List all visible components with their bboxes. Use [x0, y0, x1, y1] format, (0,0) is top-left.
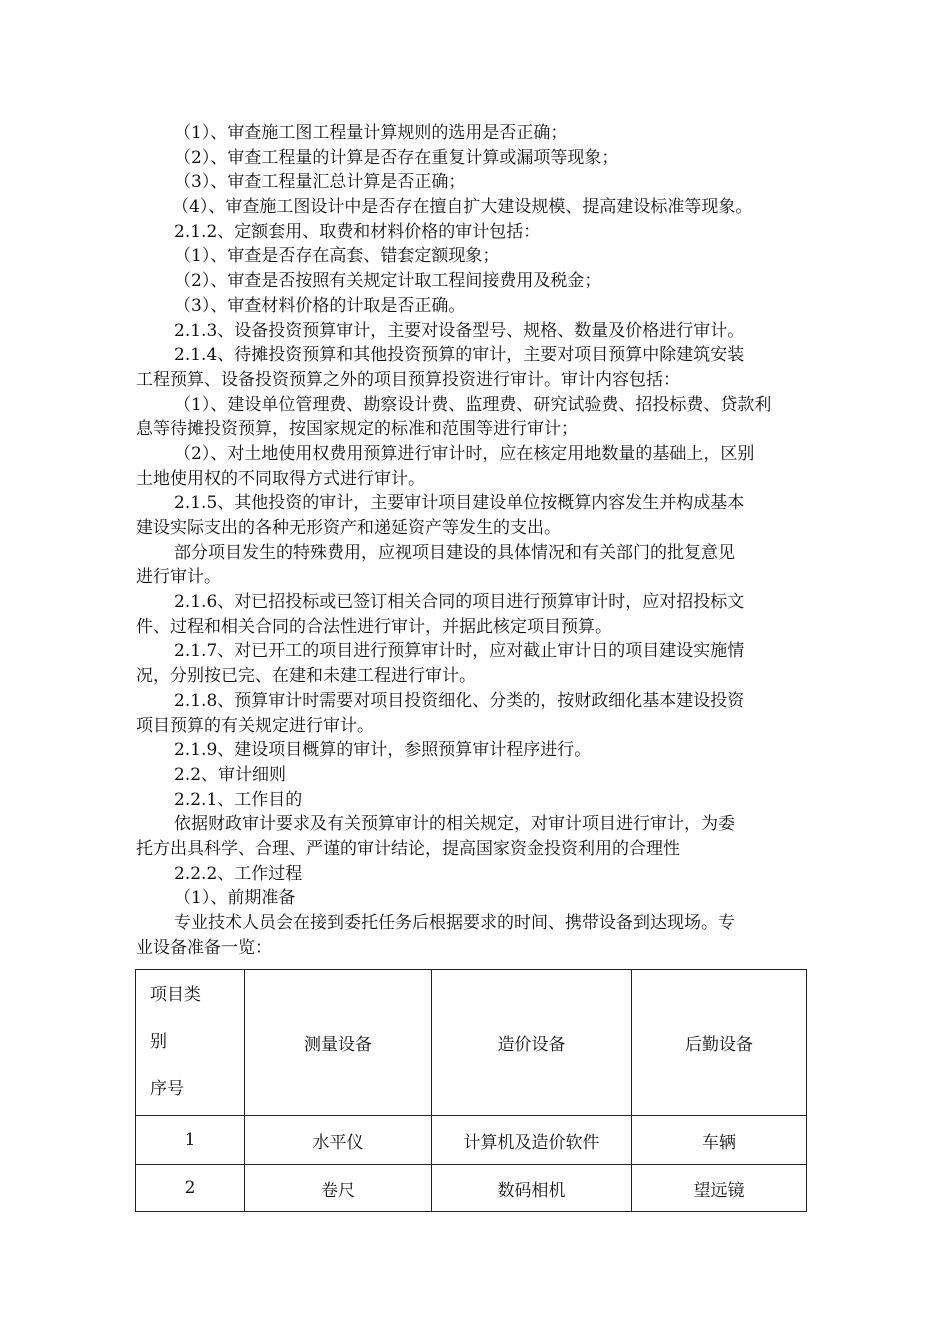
paragraph-line: 建设实际支出的各种无形资产和递延资产等发生的支出。	[136, 518, 561, 538]
header-cell: 测量设备	[245, 970, 432, 1116]
table-cell: 计算机及造价软件	[432, 1116, 632, 1165]
corner-label-category: 项目类	[150, 985, 201, 1005]
paragraph-line: 2.1.7、对已开工的项目进行预算审计时，应对截止审计日的项目建设实施情	[174, 641, 745, 662]
paragraph-line: （1）、审查施工图工程量计算规则的选用是否正确；	[174, 123, 568, 143]
paragraph-line: 土地使用权的不同取得方式进行审计。	[136, 468, 425, 489]
paragraph-line: 2.1.2、定额套用、取费和材料价格的审计包括：	[174, 221, 541, 242]
header-cell: 造价设备	[432, 970, 632, 1116]
paragraph-line: （3）、审查材料价格的计取是否正确。	[174, 295, 466, 316]
paragraph-line: （3）、审查工程量汇总计算是否正确；	[174, 172, 466, 193]
paragraph-line: 2.1.3、设备投资预算审计，主要对设备型号、规格、数量及价格进行审计。	[174, 320, 745, 341]
paragraph-line: 2.1.5、其他投资的审计，主要审计项目建设单位按概算内容发生并构成基本	[174, 493, 745, 514]
section-heading: 2.2.2、工作过程	[174, 863, 303, 884]
paragraph-line: （1）、审查是否存在高套、错套定额现象；	[174, 246, 500, 267]
paragraph-line: （4）、审查施工图设计中是否存在擅自扩大建设规模、提高建设标准等现象。	[172, 197, 753, 218]
table-cell: 数码相机	[432, 1165, 632, 1212]
paragraph-line: 依据财政审计要求及有关预算审计的相关规定，对审计项目进行审计，为委	[174, 814, 735, 835]
table-cell: 卷尺	[245, 1165, 432, 1212]
paragraph-line: 2.1.9、建设项目概算的审计，参照预算审计程序进行。	[174, 740, 592, 761]
table-cell: 水平仪	[245, 1116, 432, 1165]
paragraph-line: 业设备准备一览：	[136, 937, 272, 958]
row-number-cell: 2	[136, 1165, 245, 1212]
paragraph-line: 项目预算的有关规定进行审计。	[136, 715, 374, 736]
paragraph-line: （2）、审查是否按照有关规定计取工程间接费用及税金；	[174, 271, 602, 292]
body-text	[136, 121, 816, 960]
table-cell: 望远镜	[632, 1165, 807, 1212]
table-row	[136, 1116, 807, 1165]
equipment-table	[135, 969, 807, 1212]
paragraph-line: 进行审计。	[136, 567, 221, 588]
paragraph-line: （2）、对土地使用权费用预算进行审计时，应在核定用地数量的基础上，区别	[174, 443, 755, 464]
header-cell: 后勤设备	[632, 970, 807, 1116]
corner-header-cell	[136, 970, 245, 1116]
paragraph-line: 件、过程和相关合同的合法性进行审计，并据此核定项目预算。	[136, 616, 612, 637]
paragraph-line: （1）、建设单位管理费、勘察设计费、监理费、研究试验费、招投标费、贷款利	[174, 394, 772, 415]
paragraph-line: 息等待摊投资预算，按国家规定的标准和范围等进行审计；	[136, 419, 578, 440]
paragraph-line: 2.1.6、对已招投标或已签订相关合同的项目进行预算审计时，应对招投标文	[174, 592, 745, 613]
table-header-row	[136, 970, 807, 1116]
paragraph-line: 况，分别按已完、在建和未建工程进行审计。	[136, 666, 476, 687]
paragraph-line: 专业技术人员会在接到委托任务后根据要求的时间、携带设备到达现场。专	[174, 913, 735, 933]
section-heading: 2.2、审计细则	[174, 764, 287, 785]
paragraph-line: （2）、审查工程量的计算是否存在重复计算或漏项等现象；	[174, 147, 619, 168]
paragraph-line: 工程预算、设备投资预算之外的项目预算投资进行审计。审计内容包括：	[136, 369, 680, 390]
section-heading: 2.2.1、工作目的	[174, 789, 303, 810]
corner-label-category-cont: 别	[150, 1032, 167, 1052]
paragraph-line: 2.1.4、待摊投资预算和其他投资预算的审计，主要对项目预算中除建筑安装	[174, 345, 745, 366]
paragraph-line: 2.1.8、预算审计时需要对项目投资细化、分类的，按财政细化基本建设投资	[174, 690, 745, 711]
paragraph-line: 部分项目发生的特殊费用，应视项目建设的具体情况和有关部门的批复意见	[174, 542, 735, 563]
corner-label-serial: 序号	[150, 1079, 184, 1099]
row-number-cell: 1	[136, 1116, 245, 1165]
table-row	[136, 1165, 807, 1212]
paragraph-line: 托方出具科学、合理、严谨的审计结论，提高国家资金投资利用的合理性	[136, 838, 680, 859]
table-cell: 车辆	[632, 1116, 807, 1165]
paragraph-line: （1）、前期准备	[174, 888, 296, 909]
